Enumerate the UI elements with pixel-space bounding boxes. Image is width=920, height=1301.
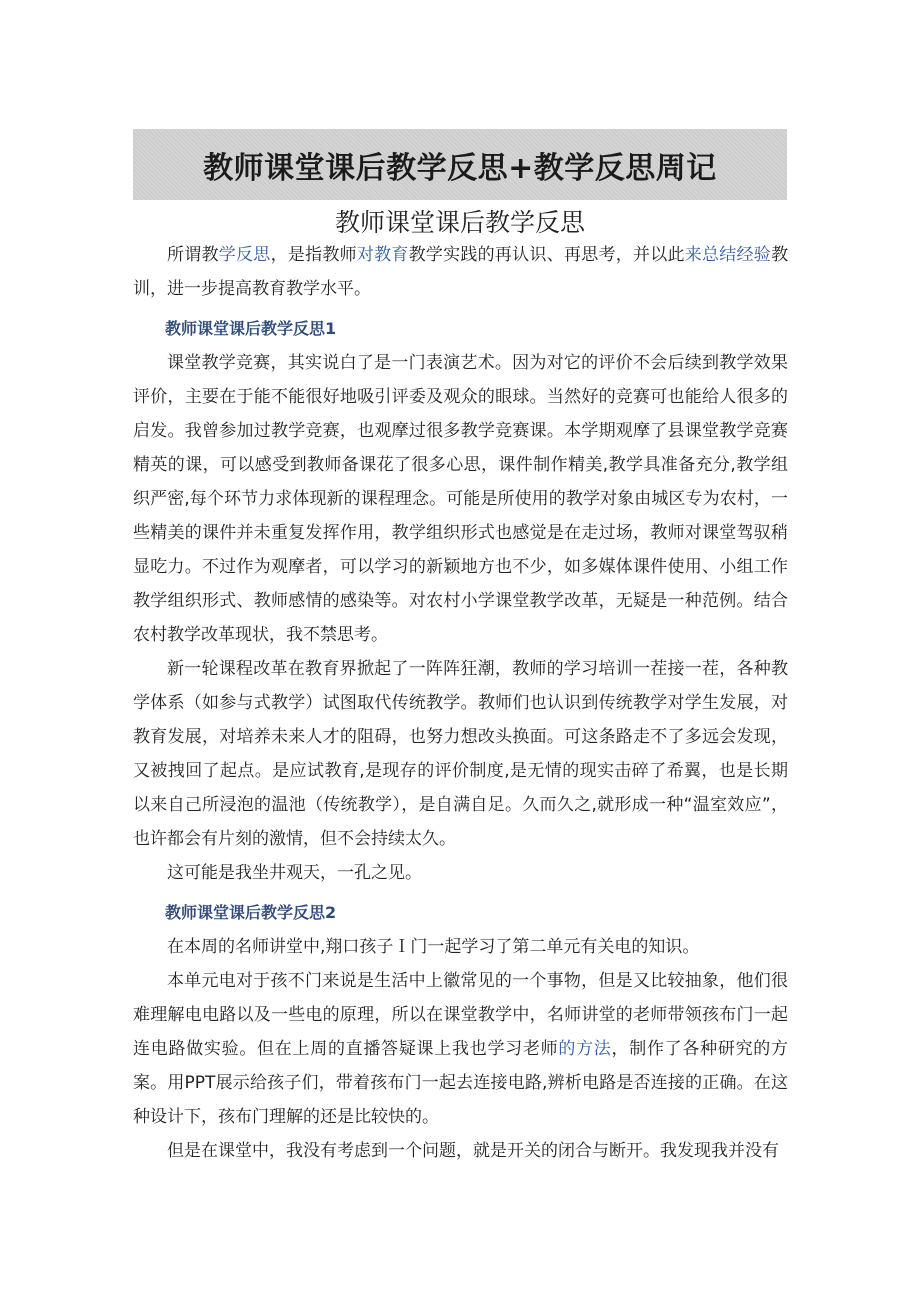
paragraph: 在本周的名师讲堂中,翔口孩子Ｉ门一起学习了第二单元有关电的知识。 — [167, 937, 700, 957]
document-subtitle: 教师课堂课后教学反思 — [334, 208, 585, 237]
link-de-fangfa[interactable]: 的方法 — [558, 1039, 612, 1059]
paragraph-text: ，制作了各种研究的方案。用PPT展示给孩子们，带着孩布门一起去连接电路,辨析电路是否连接的正确。在这种设计下，孩布门理解的还是比较快的。 — [133, 1039, 789, 1127]
title-banner — [133, 129, 787, 200]
intro-paragraph — [133, 238, 788, 306]
intro-text-1: 所谓教 — [167, 245, 219, 265]
document-title: 教师课堂课后教学反思+教学反思周记 — [203, 150, 717, 186]
paragraph: 课堂教学竞赛，其实说白了是一门表演艺术。因为对它的评价不会后续到教学效果评价，主要在于能不能很好地吸引评委及观众的眼球。当然好的竞赛可也能给人很多的启发。我曾参加过教学竞赛，也观摩过很多教学竞赛课。本学期观摩了县课堂教学竞赛精英的课，可以感受到教师备课花了很多心思，课件制作精美,教学具准备充分,教学组织严密,每个环节力求体现新的课程理念。可能是所使用的教学对象由城区专为农村，一些精美的课件并未重复发挥作用，教学组织形式也感觉是在走过场，教师对课堂驾驭稍显吃力。不过作为观摩者，可以学习的新颖地方也不少，如多媒体课件使用、小组工作教学组织形式、教师感情的感染等。对农村小学课堂教学改革，无疑是一种范例。结合农村教学改革现状，我不禁思考。 — [133, 353, 788, 645]
paragraph: 新一轮课程改革在教育界掀起了一阵阵狂潮，教师的学习培训一茬接一茬，各种教学体系（如参与式教学）试图取代传统教学。教师们也认识到传统教学对学生发展，对教育发展，对培养未来人才的阻碍，也努力想改头换面。可这条路走不了多远会发现，又被拽回了起点。是应试教育,是现存的评价制度,是无情的现实击碎了希翼，也是长期以来自己所浸泡的温池（传统教学），是自满自足。久而久之,就形成一种“温室效应”，也许都会有片刻的激情，但不会持续太久。 — [133, 659, 788, 849]
intro-text-4: 教训，进一步提高教育教学水平。 — [133, 245, 789, 299]
section-heading-2: 教师课堂课后教学反思2 — [165, 903, 337, 922]
intro-text-3: 教学实践的再认识、再思考，并以此 — [408, 245, 685, 265]
document-body — [133, 238, 788, 1168]
paragraph — [133, 964, 788, 1134]
section-heading-1: 教师课堂课后教学反思1 — [165, 319, 337, 338]
link-dui-jiaoyu[interactable]: 对教育 — [356, 245, 409, 265]
paragraph: 但是在课堂中，我没有考虑到一个问题，就是开关的闭合与断开。我发现我并没有 — [167, 1141, 779, 1161]
intro-text-2: ，是指教师 — [270, 245, 357, 265]
paragraph: 这可能是我坐井观天，一孔之见。 — [167, 863, 422, 883]
link-jiaoxue-fansi[interactable]: 学反思 — [218, 245, 271, 265]
paragraph-text: 本单元电对于孩不门来说是生活中上徽常见的一个事物，但是又比较抽象，他们很难理解电电路以及一些电的原理，所以在课堂教学中，名师讲堂的老师带领孩布门一起连电路做实验。但在上周的直播答疑课上我也学习老师 — [133, 971, 788, 1059]
link-zongjie-jingyan[interactable]: 来总结经验 — [684, 245, 772, 265]
